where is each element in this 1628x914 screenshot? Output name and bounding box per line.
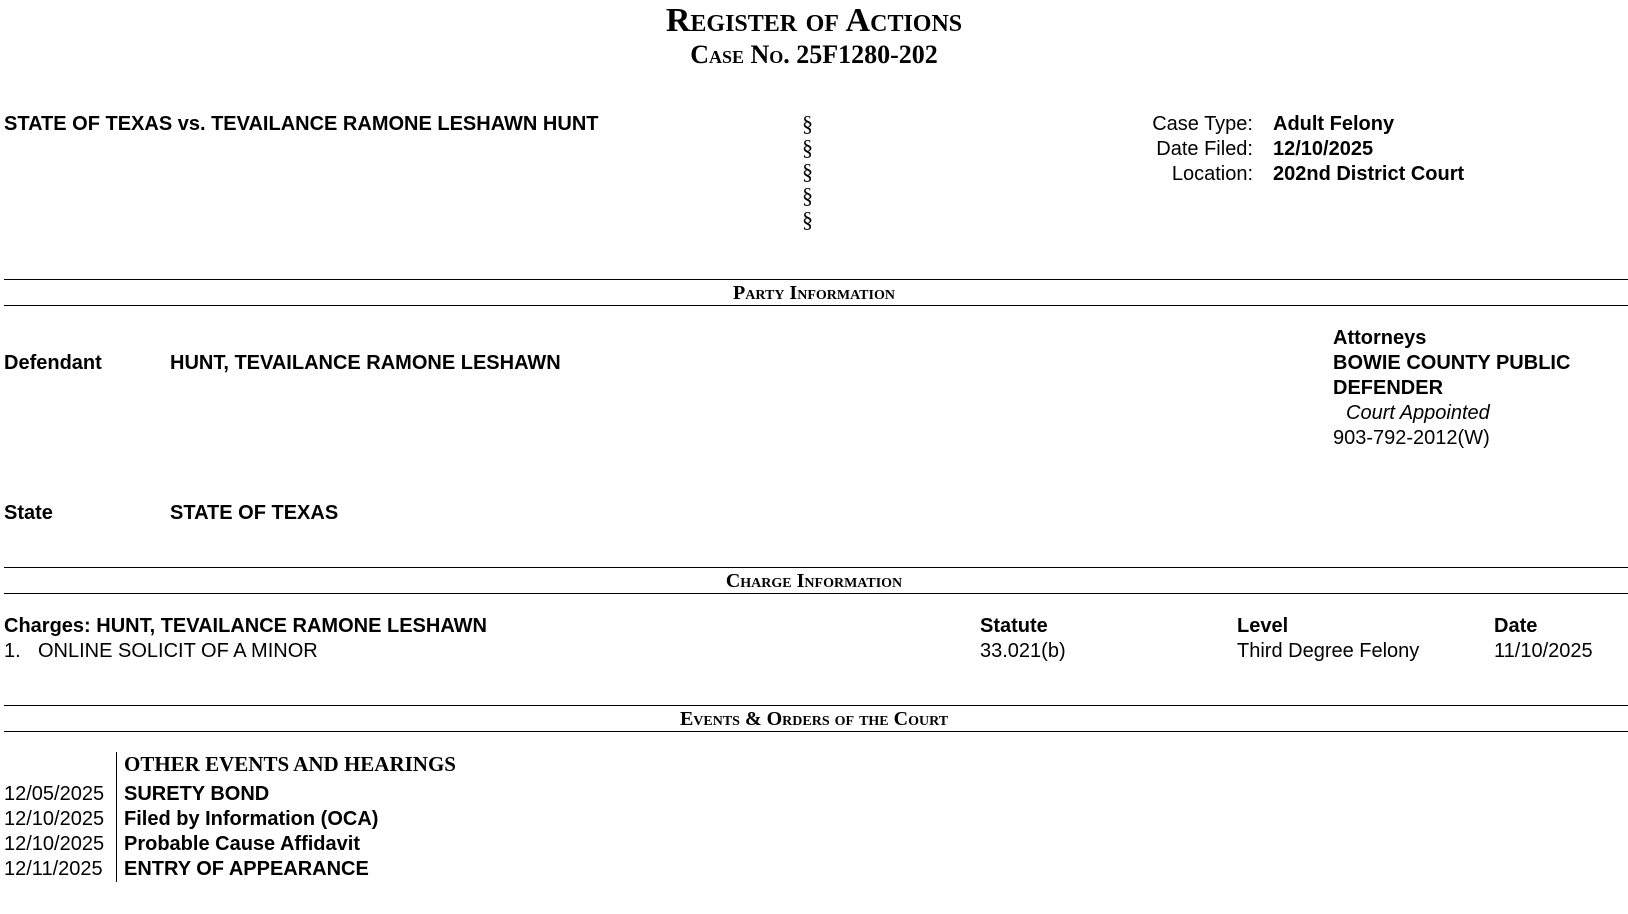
- case-style: STATE OF TEXAS vs. TEVAILANCE RAMONE LESHAWN HUNT: [4, 113, 599, 135]
- state-label: State: [4, 502, 53, 524]
- attorney-name-line2: DEFENDER: [1333, 377, 1444, 399]
- event-name: SURETY BOND: [124, 783, 270, 805]
- state-name: STATE OF TEXAS: [170, 502, 339, 524]
- attorneys-label: Attorneys: [1333, 327, 1427, 349]
- attorney-phone: 903-792-2012(W): [1333, 427, 1490, 449]
- level-column-header: Level: [1237, 615, 1289, 637]
- charge-level: Third Degree Felony: [1237, 640, 1420, 662]
- page-title: Register of Actions: [665, 2, 963, 39]
- event-date: 12/05/2025: [4, 783, 105, 805]
- attorney-name-line1: BOWIE COUNTY PUBLIC: [1333, 352, 1571, 374]
- event-date: 12/10/2025: [4, 808, 105, 830]
- date-filed-label: Date Filed:: [1156, 138, 1253, 160]
- charges-title: Charges: HUNT, TEVAILANCE RAMONE LESHAWN: [4, 615, 487, 637]
- divider: [4, 705, 1628, 706]
- event-date: 12/11/2025: [4, 858, 103, 880]
- event-date: 12/10/2025: [4, 833, 105, 855]
- attorney-type: Court Appointed: [1346, 402, 1490, 424]
- divider: [4, 731, 1628, 732]
- defendant-label: Defendant: [4, 352, 102, 374]
- section-mark: §: [802, 111, 813, 136]
- date-filed-value: 12/10/2025: [1273, 138, 1374, 160]
- divider: [4, 593, 1628, 594]
- charge-information-heading: Charge Information: [725, 570, 903, 592]
- event-name: ENTRY OF APPEARANCE: [124, 858, 369, 880]
- location-label: Location:: [1171, 163, 1253, 185]
- party-information-heading: Party Information: [733, 282, 895, 304]
- event-name: Probable Cause Affidavit: [124, 833, 360, 855]
- case-number: Case No. 25F1280-202: [690, 40, 938, 69]
- section-marks: [802, 112, 813, 232]
- section-mark: §: [802, 207, 813, 232]
- section-mark: §: [802, 135, 813, 160]
- charge-number: 1.: [4, 640, 21, 662]
- location-value: 202nd District Court: [1273, 163, 1465, 185]
- charge-statute: 33.021(b): [980, 640, 1066, 662]
- defendant-name: HUNT, TEVAILANCE RAMONE LESHAWN: [170, 352, 561, 374]
- events-column-divider: [116, 752, 117, 882]
- statute-column-header: Statute: [980, 615, 1048, 637]
- charge-date: 11/10/2025: [1494, 640, 1593, 662]
- divider: [4, 567, 1628, 568]
- case-type-value: Adult Felony: [1273, 113, 1395, 135]
- case-type-label: Case Type:: [1152, 113, 1253, 135]
- section-mark: §: [802, 159, 813, 184]
- events-orders-heading: Events & Orders of the Court: [679, 708, 949, 730]
- divider: [4, 305, 1628, 306]
- charge-description: ONLINE SOLICIT OF A MINOR: [38, 640, 318, 662]
- events-group-title: OTHER EVENTS AND HEARINGS: [124, 752, 456, 776]
- divider: [4, 279, 1628, 280]
- event-name: Filed by Information (OCA): [124, 808, 379, 830]
- section-mark: §: [802, 183, 813, 208]
- date-column-header: Date: [1494, 615, 1538, 637]
